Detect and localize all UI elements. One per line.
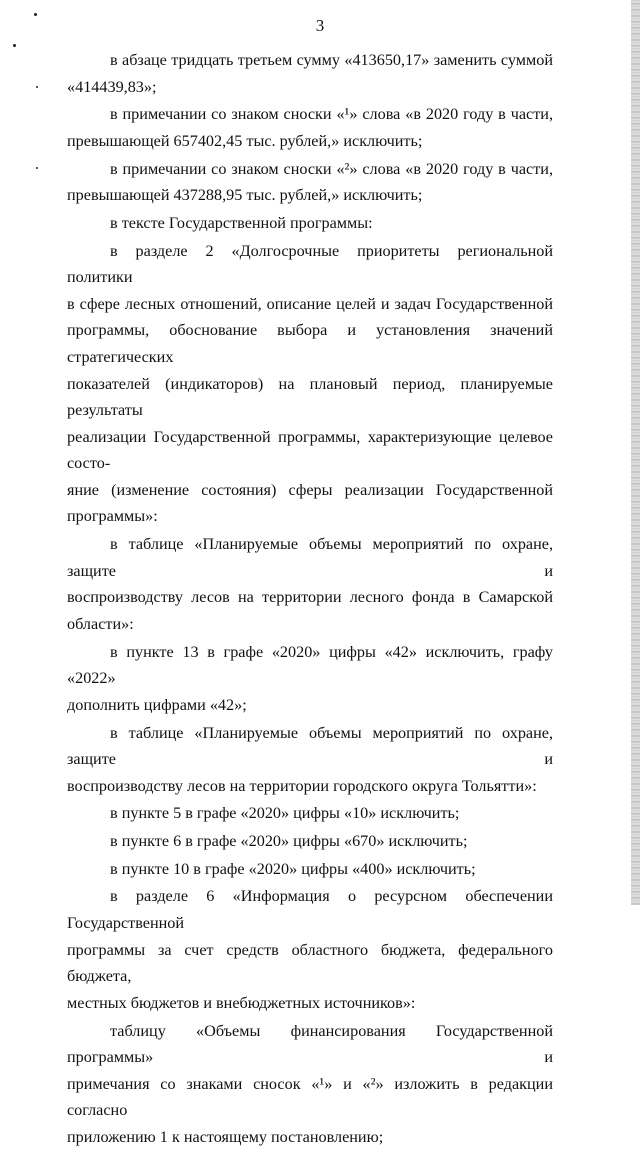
paragraph <box>67 238 553 531</box>
text-line: в пункте 13 в графе «2020» цифры «42» исключить, графу «2022» <box>67 642 553 688</box>
paragraph <box>67 856 553 883</box>
text-line: в пункте 10 в графе «2020» цифры «400» исключить; <box>110 859 476 878</box>
paragraph <box>67 639 553 719</box>
text-line: приложению 1 к настоящему постановлению; <box>67 1127 384 1146</box>
scan-speck <box>34 13 37 16</box>
scan-speck <box>13 44 16 47</box>
text-line: показателей (индикаторов) на плановый период, планируемые результаты <box>67 374 553 420</box>
paragraph <box>67 210 553 237</box>
text-line: программы за счет средств областного бюджета, федерального бюджета, <box>67 940 553 986</box>
text-line: программы»: <box>67 507 158 526</box>
text-line: в таблице «Планируемые объемы мероприятий по охране, защите и <box>67 535 553 580</box>
paragraph <box>67 531 553 637</box>
paragraph <box>67 883 553 1016</box>
text-line: воспроизводству лесов на территории лесного фонда в Самарской <box>67 588 553 607</box>
text-line: воспроизводству лесов на территории городского округа Тольятти»: <box>67 776 537 795</box>
text-line: превышающей 657402,45 тыс. рублей,» исключить; <box>67 131 423 150</box>
text-line: в примечании со знаком сноски «¹» слова «в 2020 году в части, <box>110 105 553 124</box>
text-line: местных бюджетов и внебюджетных источников»: <box>67 993 416 1012</box>
text-line: в абзаце тридцать третьем сумму «413650,17» заменить суммой <box>110 51 553 69</box>
text-line: программы, обоснование выбора и установления значений стратегических <box>67 321 553 366</box>
paragraph <box>67 101 553 154</box>
text-line: в пункте 5 в графе «2020» цифры «10» исключить; <box>110 804 460 823</box>
paragraph <box>67 800 553 827</box>
scan-speck <box>36 86 38 88</box>
text-line: в сфере лесных отношений, описание целей и задач Государственной <box>67 294 553 313</box>
text-line: реализации Государственной программы, характеризующие целевое состо- <box>67 427 553 473</box>
paragraph <box>67 156 553 209</box>
scan-edge <box>631 0 640 905</box>
text-line: яние (изменение состояния) сферы реализации Государственной <box>67 480 553 499</box>
scan-speck <box>36 167 38 169</box>
paragraph <box>67 47 553 100</box>
text-line: в таблице «Планируемые объемы мероприятий по охране, защите и <box>67 723 553 769</box>
text-line: дополнить цифрами «42»; <box>67 695 247 714</box>
paragraph <box>67 720 553 800</box>
page-number: 3 <box>315 16 325 35</box>
text-line: «414439,83»; <box>67 77 157 96</box>
document-body <box>67 47 553 1152</box>
text-line: примечания со знаками сносок «¹» и «²» изложить в редакции согласно <box>67 1074 553 1120</box>
paragraph <box>67 828 553 855</box>
text-line: в пункте 6 в графе «2020» цифры «670» исключить; <box>110 832 468 851</box>
text-line: в тексте Государственной программы: <box>110 213 373 232</box>
text-line: в разделе 6 «Информация о ресурсном обеспечении Государственной <box>67 887 553 933</box>
text-line: области»: <box>67 614 134 633</box>
text-line: в разделе 2 «Долгосрочные приоритеты региональной политики <box>67 241 553 287</box>
paragraph <box>67 1018 553 1151</box>
text-line: превышающей 437288,95 тыс. рублей,» исключить; <box>67 186 423 205</box>
text-line: в примечании со знаком сноски «²» слова «в 2020 году в части, <box>110 159 553 178</box>
text-line: таблицу «Объемы финансирования Государственной программы» и <box>67 1021 553 1067</box>
